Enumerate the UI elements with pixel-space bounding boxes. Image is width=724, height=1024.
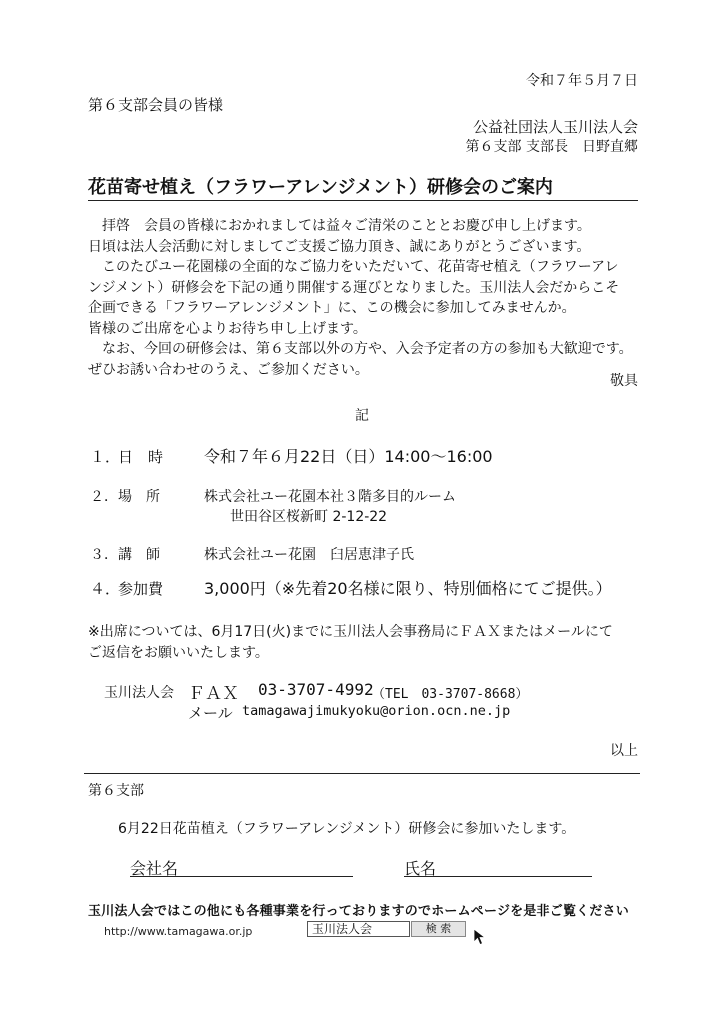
item-datetime: 令和７年６月22日（日）14:00～16:00 xyxy=(204,447,493,466)
item-venue-address: 世田谷区桜新町 2-12-22 xyxy=(230,509,388,525)
ki-heading: 記 xyxy=(355,408,369,424)
closing: 敬具 xyxy=(610,373,638,389)
attendance-note xyxy=(88,622,613,664)
item-num: １． xyxy=(90,448,121,466)
note-line: ご返信をお願いいたします。 xyxy=(88,645,269,661)
item-label: 日 時 xyxy=(118,448,164,466)
mail-label: メール xyxy=(188,704,233,722)
item-label: 参加費 xyxy=(118,580,164,598)
body-line: ぜひお誘い合わせのうえ、ご参加ください。 xyxy=(88,361,369,378)
title-underline xyxy=(88,200,638,201)
item-num: ３． xyxy=(90,547,118,563)
item-instructor: 株式会社ユー花園 臼居恵津子氏 xyxy=(204,547,414,563)
company-label: 会社名 xyxy=(130,859,179,878)
item-num: ４． xyxy=(90,580,121,598)
sender-org: 公益社団法人玉川法人会 xyxy=(472,118,638,136)
end-mark: 以上 xyxy=(610,743,638,759)
company-field-line[interactable] xyxy=(130,876,353,877)
body-line: 拝啓 会員の皆様におかれましては益々ご清栄のこととお慶び申し上げます。 xyxy=(88,218,591,234)
homepage-banner-text: 玉川法人会ではこの他にも各種事業を行っておりますのでホームページを是非ご覧ください xyxy=(88,904,629,919)
body-line: 企画できる「フラワーアレンジメント」に、この機会に参加してみませんか。 xyxy=(88,300,576,316)
page-title: 花苗寄せ植え（フラワーアレンジメント）研修会のご案内 xyxy=(88,177,553,198)
mouse-cursor-icon xyxy=(473,928,487,946)
body-line: 日頃は法人会活動に対しましてご支援ご協力頂き、誠にありがとうございます。 xyxy=(88,238,591,255)
body-line: なお、今回の研修会は、第６支部以外の方や、入会予定者の方の参加も大歓迎です。 xyxy=(88,341,633,357)
search-input[interactable]: 玉川法人会 xyxy=(307,921,410,937)
item-num: ２． xyxy=(90,489,118,505)
body-line: このたびユー花園様の全面的なご協力をいただいて、花苗寄せ植え（フラワーアレ xyxy=(88,259,619,275)
sender-branch-head: 第６支部 支部長 日野直郷 xyxy=(465,139,638,155)
search-button[interactable]: 検 索 xyxy=(411,921,466,937)
addressee: 第６支部会員の皆様 xyxy=(88,96,224,114)
cut-line xyxy=(84,773,640,774)
name-field-line[interactable] xyxy=(404,876,592,877)
body-text xyxy=(88,216,633,380)
homepage-url[interactable]: http://www.tamagawa.or.jp xyxy=(104,925,253,938)
body-line: 皆様のご出席を心よりお待ち申し上げます。 xyxy=(88,320,367,337)
item-label: 講 師 xyxy=(118,547,160,563)
fax-label: ＦＡＸ xyxy=(188,684,239,704)
reply-branch: 第６支部 xyxy=(88,783,144,799)
reply-statement: 6月22日花苗植え（フラワーアレンジメント）研修会に参加いたします。 xyxy=(118,821,576,837)
item-fee: 3,000円（※先着20名様に限り、特別価格にてご提供。） xyxy=(204,579,612,598)
mail-address[interactable]: tamagawajimukyoku@orion.ocn.ne.jp xyxy=(242,703,511,719)
tel-number: （TEL 03-3707-8668） xyxy=(372,687,529,702)
note-line: ※出席については、6月17日(火)までに玉川法人会事務局にＦＡＸまたはメールにて xyxy=(88,624,613,640)
fax-number: 03-3707-4992 xyxy=(258,680,374,699)
item-label: 場 所 xyxy=(118,489,160,505)
document-date: 令和７年５月７日 xyxy=(526,73,638,89)
contact-org: 玉川法人会 xyxy=(104,685,174,701)
body-line: ンジメント）研修会を下記の通り開催する運びとなりました。玉川法人会だからこそ xyxy=(88,279,620,296)
item-venue: 株式会社ユー花園本社３階多目的ルーム xyxy=(204,489,456,505)
name-label: 氏名 xyxy=(404,859,437,878)
